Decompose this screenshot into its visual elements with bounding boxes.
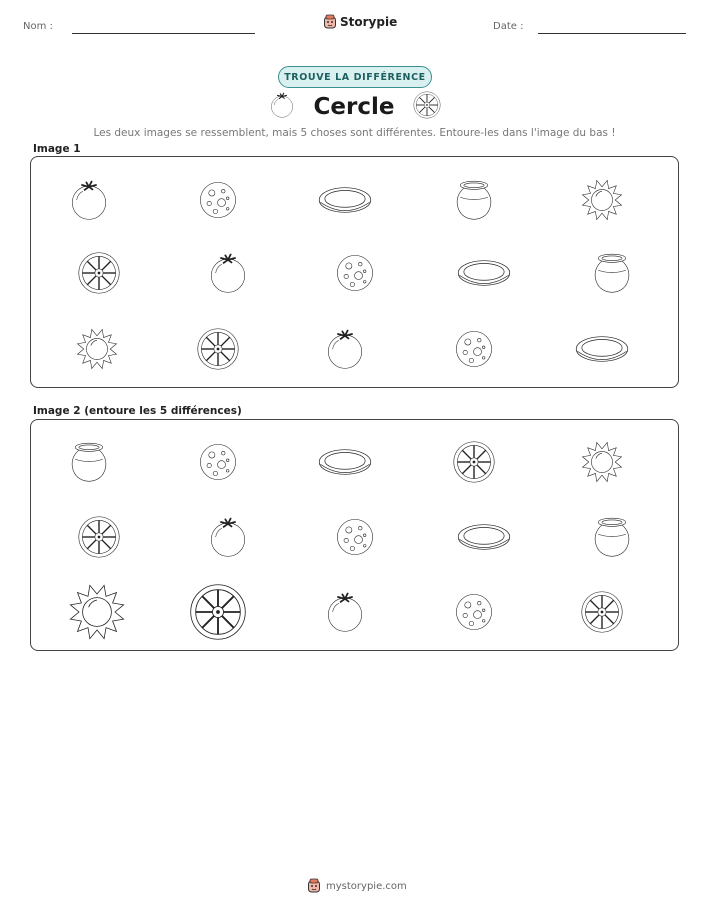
storypie-mascot-icon bbox=[307, 878, 321, 894]
image1-plate-icon bbox=[574, 321, 630, 382]
image2-moon-icon[interactable] bbox=[452, 590, 496, 639]
image1-moon-icon bbox=[333, 251, 377, 300]
image2-wheel-icon[interactable] bbox=[451, 439, 497, 490]
image1-panel bbox=[30, 156, 679, 388]
date-label: Date : bbox=[493, 21, 524, 32]
image1-label: Image 1 bbox=[33, 143, 81, 155]
image2-plate-icon[interactable] bbox=[456, 509, 512, 570]
footer-site: mystorypie.com bbox=[326, 880, 407, 892]
image1-moon-icon bbox=[196, 178, 240, 227]
image2-wheel-icon[interactable] bbox=[76, 514, 122, 565]
image2-pot-icon[interactable] bbox=[66, 439, 112, 490]
storypie-mascot-icon bbox=[323, 14, 337, 30]
footer bbox=[307, 878, 407, 894]
image1-tomato-icon bbox=[323, 327, 367, 376]
image2-sun-icon[interactable] bbox=[67, 582, 127, 647]
image1-pot-icon bbox=[451, 177, 497, 228]
image2-sun-icon[interactable] bbox=[580, 440, 624, 489]
image1-wheel-icon bbox=[195, 326, 241, 377]
image2-moon-icon[interactable] bbox=[333, 515, 377, 564]
image2-tomato-icon[interactable] bbox=[323, 590, 367, 639]
image1-sun-icon bbox=[75, 327, 119, 376]
image1-moon-icon bbox=[452, 327, 496, 376]
name-line[interactable] bbox=[72, 33, 255, 34]
name-label: Nom : bbox=[23, 21, 53, 32]
image2-plate-icon[interactable] bbox=[317, 434, 373, 495]
brand-logo bbox=[323, 14, 397, 30]
image1-pot-icon bbox=[589, 250, 635, 301]
image1-plate-icon bbox=[317, 172, 373, 233]
brand-name: Storypie bbox=[340, 15, 398, 29]
image2-wheel-icon[interactable] bbox=[187, 581, 249, 648]
image2-panel[interactable] bbox=[30, 419, 679, 651]
image2-label[interactable]: Image 2 (entoure les 5 différences) bbox=[33, 405, 242, 417]
image1-wheel-icon bbox=[76, 250, 122, 301]
instructions: Les deux images se ressemblent, mais 5 choses sont différentes. Entoure-les dans l'image du bas ! bbox=[93, 127, 616, 139]
image1-sun-icon bbox=[580, 178, 624, 227]
image2-pot-icon[interactable] bbox=[589, 514, 635, 565]
image2-moon-icon[interactable] bbox=[196, 440, 240, 489]
image1-tomato-icon bbox=[67, 178, 111, 227]
image1-plate-icon bbox=[456, 245, 512, 306]
title-row bbox=[268, 91, 442, 123]
page-title: Cercle bbox=[313, 94, 395, 120]
image1-tomato-icon bbox=[206, 251, 250, 300]
title-tomato-icon bbox=[268, 91, 296, 124]
image2-wheel-icon[interactable] bbox=[579, 589, 625, 640]
date-line[interactable] bbox=[538, 33, 686, 34]
image2-tomato-icon[interactable] bbox=[206, 515, 250, 564]
activity-badge: TROUVE LA DIFFÉRENCE bbox=[278, 66, 432, 88]
title-wheel-icon bbox=[412, 90, 442, 125]
